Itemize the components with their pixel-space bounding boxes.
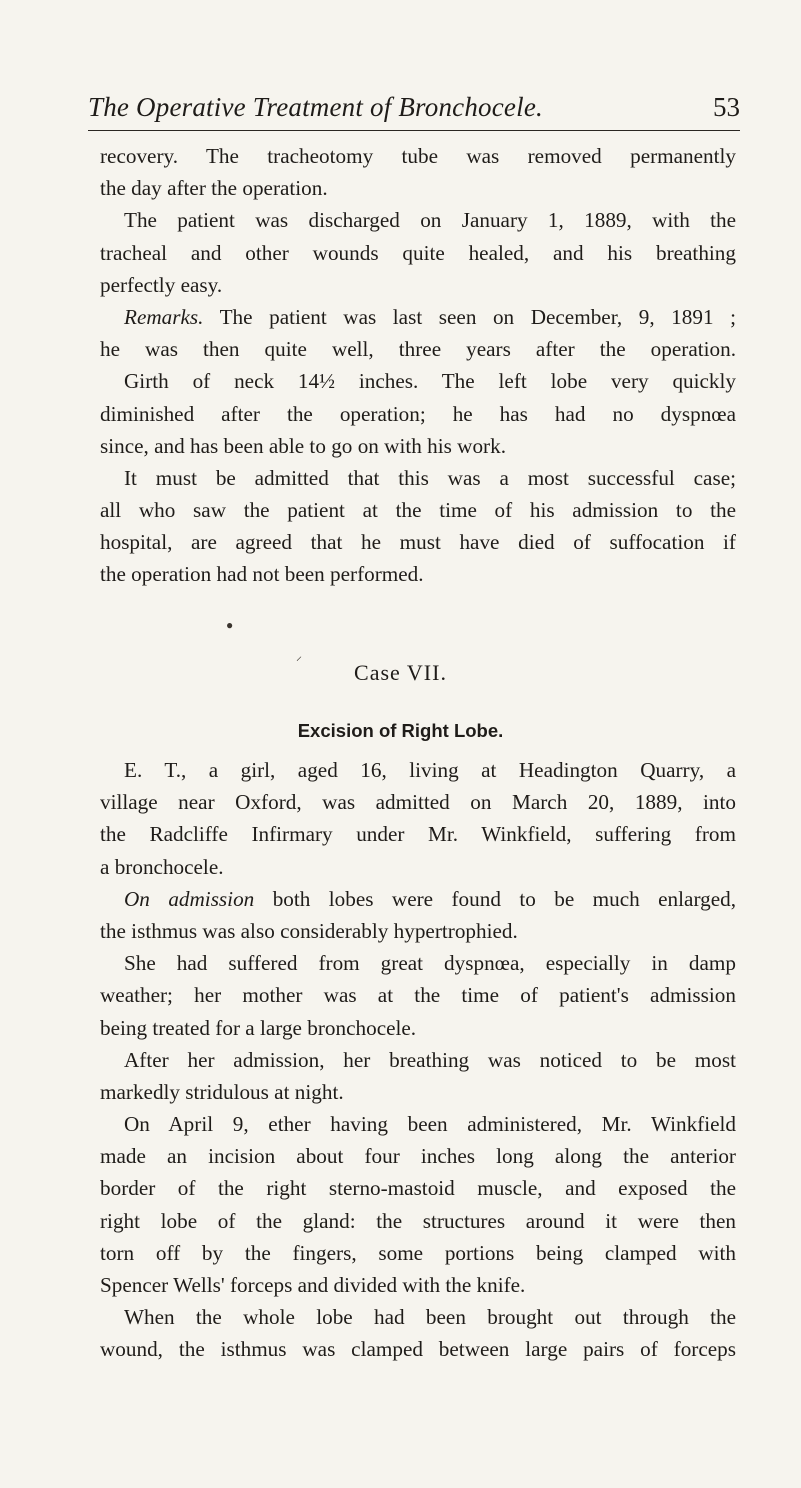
text-block-recovery — [100, 140, 736, 591]
text-line-remarks — [100, 301, 736, 333]
section-heading: Excision of Right Lobe. — [297, 720, 504, 741]
text-line: After her admission, her breathing was noticed to be most — [124, 1047, 736, 1072]
text-line: the day after the operation. — [100, 176, 328, 201]
text-line: wound, the isthmus was clamped between large pairs of forceps — [100, 1337, 736, 1362]
text-line: made an incision about four inches long along the anterior — [100, 1144, 736, 1169]
remarks-text: The patient was last seen on December, 9, 1891 ; — [219, 304, 736, 329]
text-line: being treated for a large bronchocele. — [100, 1015, 417, 1040]
text-line: the Radcliffe Infirmary under Mr. Winkfield, suffering from — [100, 822, 736, 847]
text-line: Girth of neck 14½ inches. The left lobe very quickly — [124, 369, 736, 394]
text-line: She had suffered from great dyspnœa, especially in damp — [124, 951, 736, 976]
text-line: the operation had not been performed. — [100, 562, 424, 587]
page-header — [88, 92, 740, 128]
text-line: When the whole lobe had been brought out through the — [124, 1305, 736, 1330]
on-admission-text: both lobes were found to be much enlarged, — [272, 886, 737, 911]
on-admission-label: On admission — [124, 886, 255, 911]
running-title: The Operative Treatment of Bronchocele. — [88, 92, 543, 122]
text-line: border of the right sterno-mastoid muscle, and exposed the — [100, 1176, 736, 1201]
text-line: perfectly easy. — [100, 272, 223, 297]
text-line: hospital, are agreed that he must have died of suffocation if — [100, 530, 736, 555]
text-line: right lobe of the gland: the structures around it were then — [100, 1208, 736, 1233]
remarks-label: Remarks. — [124, 304, 204, 329]
text-line: It must be admitted that this was a most successful case; — [124, 465, 736, 490]
page-number: 53 — [713, 92, 740, 122]
text-line: Spencer Wells' forceps and divided with the knife. — [100, 1273, 526, 1297]
ink-speck: ● — [226, 618, 234, 632]
text-line: The patient was discharged on January 1, 1889, with the — [124, 208, 736, 233]
text-line: since, and has been able to go on with his work. — [100, 433, 507, 458]
text-line: torn off by the fingers, some portions being clamped with — [100, 1240, 736, 1265]
text-line: village near Oxford, was admitted on March 20, 1889, into — [100, 790, 736, 815]
text-line: recovery. The tracheotomy tube was removed permanently — [100, 144, 736, 168]
text-line: the isthmus was also considerably hypertrophied. — [100, 918, 518, 943]
text-line: weather; her mother was at the time of patient's admission — [100, 983, 736, 1008]
text-line: E. T., a girl, aged 16, living at Headington Quarry, a — [124, 758, 736, 782]
text-line: diminished after the operation; he has had no dyspnœa — [100, 401, 736, 426]
text-line: tracheal and other wounds quite healed, and his breathing — [100, 240, 736, 265]
text-line: a bronchocele. — [100, 854, 224, 879]
text-block-case — [100, 754, 736, 1366]
ink-speck: ⸝ — [296, 649, 303, 663]
header-rule — [88, 130, 740, 131]
text-line: all who saw the patient at the time of his admission to the — [100, 498, 736, 523]
text-line: markedly stridulous at night. — [100, 1079, 344, 1104]
case-heading: Case VII. — [354, 660, 447, 685]
text-line: he was then quite well, three years after the operation. — [100, 337, 736, 362]
text-line: On April 9, ether having been administered, Mr. Winkfield — [124, 1112, 736, 1137]
text-line-on-admission — [100, 883, 736, 915]
